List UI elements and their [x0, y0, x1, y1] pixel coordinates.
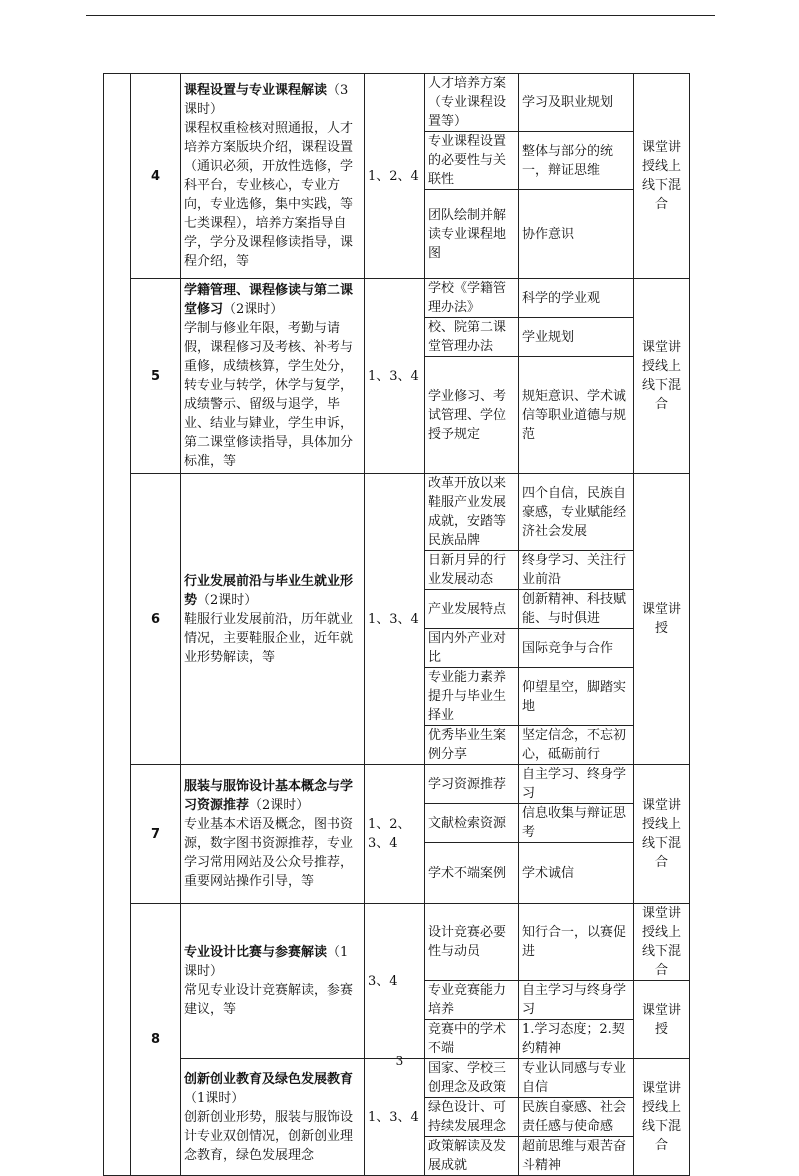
module-objectives: 3、4: [365, 904, 425, 1059]
module-desc: 鞋服行业发展前沿，历年就业情况，主要鞋服企业，近年就业形势解读，等: [184, 611, 354, 665]
table-row: [104, 904, 690, 981]
ideological-element: 规矩意识、学术诚信等职业道德与规范: [519, 357, 634, 474]
ideological-element: 知行合一，以赛促进: [519, 904, 634, 981]
ideological-element: 国际竞争与合作: [519, 629, 634, 668]
module-content: [181, 474, 365, 765]
ideological-element: 科学的学业观: [519, 279, 634, 318]
module-number: 5: [131, 279, 181, 474]
teaching-point: 人才培养方案（专业课程设置等）: [425, 74, 519, 132]
course-schedule-table: [103, 73, 690, 1176]
teaching-point: 竞赛中的学术不端: [425, 1020, 519, 1059]
ideological-element: 坚定信念，不忘初心，砥砺前行: [519, 726, 634, 765]
teaching-point: 专业能力素养提升与毕业生择业: [425, 668, 519, 726]
teaching-point: 国家、学校三创理念及政策: [425, 1059, 519, 1098]
teaching-point: 改革开放以来鞋服产业发展成就，安踏等民族品牌: [425, 474, 519, 551]
module-content: [181, 765, 365, 904]
ideological-element: 信息收集与辩证思考: [519, 804, 634, 843]
module-title: 专业设计比赛与参赛解读: [184, 945, 328, 960]
teaching-method: 课堂讲授线上线下混合: [634, 279, 690, 474]
teaching-point: 学术不端案例: [425, 843, 519, 904]
module-objectives: 1、3、4: [365, 474, 425, 765]
teaching-method: 课堂讲授线上线下混合: [634, 74, 690, 279]
table-row: [104, 474, 690, 551]
teaching-point: 设计竞赛必要性与动员: [425, 904, 519, 981]
teaching-point: 专业课程设置的必要性与关联性: [425, 132, 519, 190]
teaching-point: 团队绘制并解读专业课程地图: [425, 190, 519, 279]
module-desc: 常见专业设计竞赛解读，参赛建议，等: [184, 983, 354, 1017]
module-content: [181, 1059, 365, 1176]
module-content: [181, 74, 365, 279]
module-objectives: 1、2、4: [365, 74, 425, 279]
table-row: [104, 74, 690, 132]
teaching-point: 文献检索资源: [425, 804, 519, 843]
table-row: [104, 279, 690, 318]
module-number: 4: [131, 74, 181, 279]
teaching-method: 课堂讲授线上线下混合: [634, 904, 690, 981]
teaching-point: 国内外产业对比: [425, 629, 519, 668]
module-desc: 课程权重检核对照通报，人才培养方案版块介绍，课程设置（通识必须，开放性选修，学科平台，专业核心，专业方向，专业选修，集中实践，等七类课程），培养方案指导自学，学分及课程修读指导，课程介绍，等: [184, 121, 354, 269]
module-desc: 创新创业形势，服装与服饰设计专业双创情况，创新创业理念教育，绿色发展理念: [184, 1109, 354, 1163]
module-hours: （2课时）: [249, 798, 310, 813]
teaching-point: 政策解读及发展成就: [425, 1137, 519, 1176]
ideological-element: 民族自豪感、社会责任感与使命感: [519, 1098, 634, 1137]
module-hours: （3课时）: [184, 83, 349, 117]
module-title: 课程设置与专业课程解读: [184, 83, 328, 98]
module-hours: （1课时）: [184, 945, 349, 979]
teaching-point: 学业修习、考试管理、学位授予规定: [425, 357, 519, 474]
left-margin-cell: [104, 74, 131, 1176]
teaching-point: 学校《学籍管理办法》: [425, 279, 519, 318]
teaching-point: 校、院第二课堂管理办法: [425, 318, 519, 357]
ideological-element: 整体与部分的统一，辩证思维: [519, 132, 634, 190]
teaching-point: 绿色设计、可持续发展理念: [425, 1098, 519, 1137]
module-title: 学籍管理、课程修读与第二课堂修习: [184, 283, 354, 317]
teaching-point: 优秀毕业生案例分享: [425, 726, 519, 765]
ideological-element: 学习及职业规划: [519, 74, 634, 132]
module-objectives: 1、2、3、4: [365, 765, 425, 904]
header-rule: [86, 15, 715, 16]
teaching-method: 课堂讲授线上线下混合: [634, 1059, 690, 1176]
ideological-element: 协作意识: [519, 190, 634, 279]
teaching-point: 产业发展特点: [425, 590, 519, 629]
module-hours: （2课时）: [197, 592, 258, 608]
ideological-element: 终身学习、关注行业前沿: [519, 551, 634, 590]
ideological-element: 专业认同感与专业自信: [519, 1059, 634, 1098]
teaching-point: 学习资源推荐: [425, 765, 519, 804]
ideological-element: 创新精神、科技赋能、与时俱进: [519, 590, 634, 629]
module-title: 行业发展前沿与毕业生就业形势: [184, 573, 354, 608]
ideological-element: 学业规划: [519, 318, 634, 357]
teaching-point: 日新月异的行业发展动态: [425, 551, 519, 590]
teaching-method: 课堂讲授线上线下混合: [634, 765, 690, 904]
ideological-element: 四个自信，民族自豪感，专业赋能经济社会发展: [519, 474, 634, 551]
ideological-element: 超前思维与艰苦奋斗精神: [519, 1137, 634, 1176]
teaching-point: 专业竞赛能力培养: [425, 981, 519, 1020]
module-title: 创新创业教育及绿色发展教育: [184, 1071, 354, 1087]
ideological-element: 1.学习态度；2.契约精神: [519, 1020, 634, 1059]
teaching-method: 课堂讲授: [634, 981, 690, 1059]
module-desc: 专业基本术语及概念，图书资源，数字图书资源推荐，专业学习常用网站及公众号推荐，重要网站操作引导，等: [184, 817, 354, 889]
module-hours: （2课时）: [223, 302, 284, 317]
ideological-element: 学术诚信: [519, 843, 634, 904]
module-number: 8: [131, 904, 181, 1176]
page-number: 3: [395, 1054, 404, 1068]
module-content: [181, 904, 365, 1059]
module-number: 7: [131, 765, 181, 904]
module-content: [181, 279, 365, 474]
table-row: [104, 765, 690, 804]
module-objectives: 1、3、4: [365, 1059, 425, 1176]
ideological-element: 自主学习与终身学习: [519, 981, 634, 1020]
module-title: 服装与服饰设计基本概念与学习资源推荐: [184, 779, 354, 813]
ideological-element: 自主学习、终身学习: [519, 765, 634, 804]
module-number: 6: [131, 474, 181, 765]
teaching-method: 课堂讲授: [634, 474, 690, 765]
module-desc: 学制与修业年限，考勤与请假，课程修习及考核、补考与重修，成绩核算，学生处分，转专业与转学，休学与复学，成绩警示、留级与退学，毕业、结业与肄业，学生申诉，第二课堂修读指导，具体加分标准，等: [184, 321, 354, 469]
module-hours: （1课时）: [184, 1090, 245, 1106]
ideological-element: 仰望星空，脚踏实地: [519, 668, 634, 726]
module-objectives: 1、3、4: [365, 279, 425, 474]
